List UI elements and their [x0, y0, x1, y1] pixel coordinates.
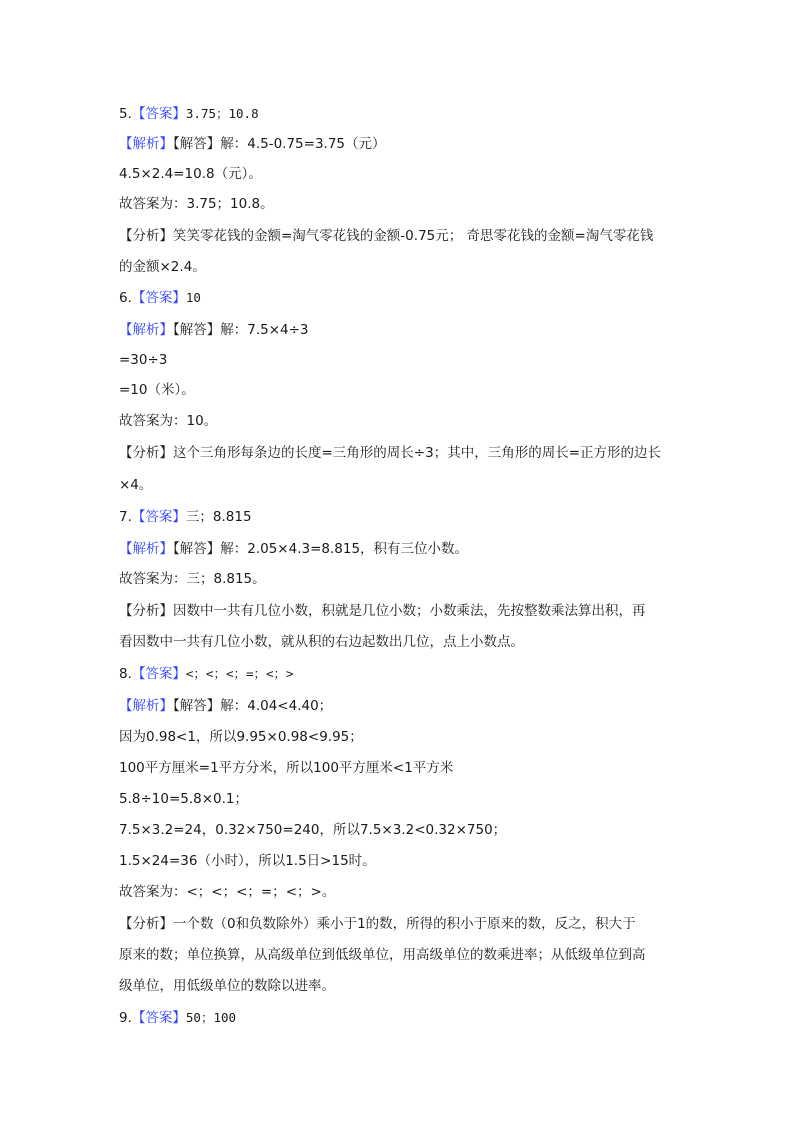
answer-tag: 【答案】	[131, 290, 186, 306]
analysis-tag: 【解析】	[119, 136, 173, 152]
q8-answer-line	[119, 664, 679, 684]
q8-solution-5: 7.5×3.2=24，0.32×750=240，所以7.5×3.2<0.32×750；	[119, 822, 507, 838]
q6-fenxi-line	[119, 443, 679, 463]
analysis-tag: 【解析】	[119, 541, 173, 557]
q7-fenxi-line	[119, 601, 679, 621]
q8-number: 8.	[119, 666, 132, 682]
q7-fenxi-1: 因数中一共有几位小数，积就是几位小数；小数乘法，先按整数乘法算出积，再	[173, 603, 646, 619]
q5-solution-2: 4.5×2.4=10.8（元）。	[119, 166, 262, 182]
q5-number: 5.	[119, 106, 132, 122]
answer-tag: 【答案】	[131, 106, 186, 122]
q8-final-answer: 故答案为：<；<；<；=；<；>。	[119, 884, 336, 900]
answer-tag: 【答案】	[131, 1010, 186, 1026]
q6-number: 6.	[119, 290, 132, 306]
q8-fenxi-2: 原来的数；单位换算，从高级单位到低级单位，用高级单位的数乘进率；从低级单位到高	[119, 947, 646, 963]
q8-fenxi-3: 级单位，用低级单位的数除以进率。	[119, 978, 335, 994]
answer-tag: 【答案】	[131, 666, 186, 682]
q9-number: 9.	[119, 1010, 132, 1026]
q8-solution-4: 5.8÷10=5.8×0.1；	[119, 791, 249, 807]
q7-answer-line	[119, 507, 679, 527]
q8-solution-2: 因为0.98<1，所以9.95×0.98<9.95；	[119, 729, 363, 745]
q6-final-answer: 故答案为：10。	[119, 413, 218, 429]
analysis-tag: 【解析】	[119, 322, 173, 338]
q6-solution-line	[119, 320, 679, 340]
fenxi-tag: 【分析】	[119, 603, 173, 619]
q5-solution-line	[119, 134, 679, 154]
q6-solution-2: =30÷3	[119, 352, 168, 368]
q5-fenxi-1: 笑笑零花钱的金额=淘气零花钱的金额-0.75元； 奇思零花钱的金额=淘气零花钱	[173, 228, 654, 244]
analysis-tag: 【解析】	[119, 698, 173, 714]
q7-answer: 三；8.815	[185, 509, 252, 525]
q8-answer: <；<；<；=；<；>	[185, 666, 294, 681]
q6-answer: 10	[185, 290, 201, 305]
q8-solution-3: 100平方厘米=1平方分米，所以100平方厘米<1平方米	[119, 760, 454, 776]
q6-fenxi-1: 这个三角形每条边的长度=三角形的周长÷3；其中，三角形的周长=正方形的边长	[173, 445, 662, 461]
q9-answer: 50；100	[185, 1010, 237, 1025]
solution-tag: 【解答】	[173, 322, 221, 338]
solution-tag: 【解答】	[173, 541, 221, 557]
q6-solution-1: 解：7.5×4÷3	[220, 322, 309, 338]
q5-answer-line	[119, 104, 679, 124]
q6-solution-3: =10（米）。	[119, 382, 195, 398]
q8-solution-1: 解：4.04<4.40；	[220, 698, 333, 714]
q7-solution-1: 解：2.05×4.3=8.815，积有三位小数。	[220, 541, 469, 557]
q7-solution-line	[119, 539, 679, 559]
q5-answer: 3.75；10.8	[185, 106, 259, 121]
solution-tag: 【解答】	[173, 698, 221, 714]
q9-answer-line	[119, 1008, 679, 1028]
q5-fenxi-line	[119, 226, 679, 246]
q8-fenxi-1: 一个数（0和负数除外）乘小于1的数，所得的积小于原来的数，反之，积大于	[173, 916, 636, 932]
q8-solution-line	[119, 696, 679, 716]
solution-tag: 【解答】	[173, 136, 221, 152]
answer-tag: 【答案】	[131, 509, 186, 525]
fenxi-tag: 【分析】	[119, 916, 173, 932]
q8-fenxi-line	[119, 914, 679, 934]
q6-fenxi-2: ×4。	[119, 477, 153, 493]
q8-solution-6: 1.5×24=36（小时），所以1.5日>15时。	[119, 853, 376, 869]
q5-fenxi-2: 的金额×2.4。	[119, 259, 206, 275]
q7-number: 7.	[119, 509, 132, 525]
fenxi-tag: 【分析】	[119, 445, 173, 461]
fenxi-tag: 【分析】	[119, 228, 173, 244]
q7-final-answer: 故答案为：三；8.815。	[119, 571, 266, 587]
q7-fenxi-2: 看因数中一共有几位小数，就从积的右边起数出几位，点上小数点。	[119, 634, 524, 650]
q5-final-answer: 故答案为：3.75；10.8。	[119, 196, 274, 212]
q6-answer-line	[119, 288, 679, 308]
q5-solution-1: 解：4.5-0.75=3.75（元）	[220, 136, 386, 152]
